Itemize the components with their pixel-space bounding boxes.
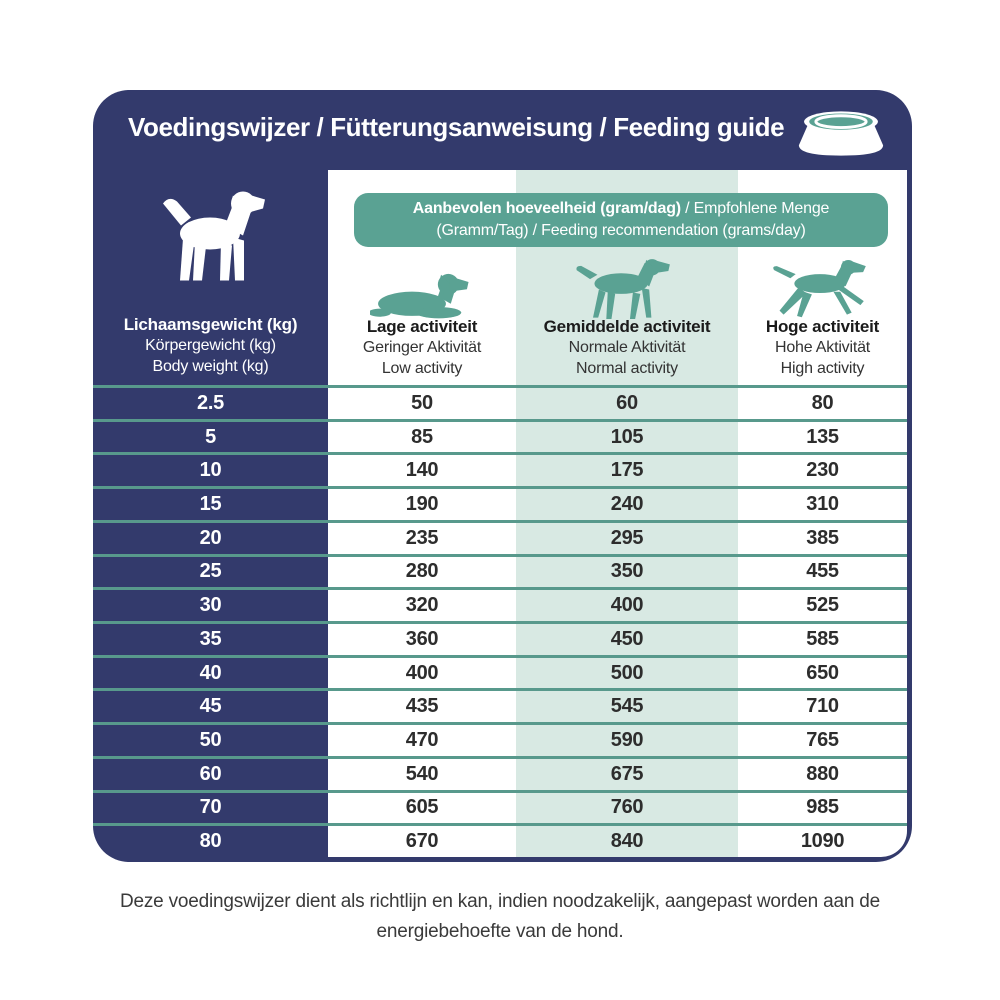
- low-activity-cell: 670: [405, 830, 439, 853]
- feeding-table: [93, 385, 907, 857]
- low-activity-cell: 540: [405, 762, 439, 785]
- table-row: [93, 655, 907, 689]
- low-activity-nl: Lage activiteit: [366, 317, 478, 336]
- weight-cell: 70: [199, 796, 222, 819]
- weight-cell: 80: [199, 830, 222, 853]
- low-activity-cell: 470: [405, 729, 439, 752]
- table-row: [93, 452, 907, 486]
- weight-column-header: [103, 314, 318, 378]
- high-activity-cell: 525: [806, 594, 839, 617]
- banner-line1-rest: / Empfohlene Menge: [680, 199, 830, 217]
- high-activity-cell: 585: [806, 627, 839, 650]
- high-activity-de: Hohe Aktivität: [774, 339, 871, 357]
- weight-cell: 10: [199, 459, 222, 482]
- normal-activity-nl: Gemiddelde activiteit: [543, 317, 711, 336]
- normal-activity-cell: 175: [610, 459, 644, 482]
- normal-activity-cell: 675: [610, 762, 644, 785]
- normal-activity-cell: 60: [616, 391, 638, 414]
- low-activity-cell: 435: [405, 695, 439, 718]
- normal-activity-cell: 590: [610, 729, 644, 752]
- high-activity-cell: 985: [806, 796, 839, 819]
- low-activity-en: Low activity: [381, 359, 463, 377]
- lying-dog-icon: [370, 268, 475, 321]
- table-row: [93, 722, 907, 756]
- banner-line1-bold: Aanbevolen hoeveelheid (gram/dag): [412, 199, 681, 217]
- table-row: [93, 823, 907, 857]
- weight-header-nl: Lichaamsgewicht (kg): [123, 315, 298, 334]
- low-activity-cell: 400: [405, 661, 439, 684]
- table-row: [93, 688, 907, 722]
- weight-cell: 15: [199, 493, 222, 516]
- normal-activity-de: Normale Aktivität: [568, 339, 686, 357]
- normal-activity-cell: 105: [610, 425, 644, 448]
- high-activity-cell: 650: [806, 661, 839, 684]
- low-activity-cell: 50: [411, 391, 433, 414]
- normal-activity-en: Normal activity: [576, 359, 678, 377]
- low-activity-header: [328, 316, 516, 380]
- recommendation-banner: [354, 193, 888, 247]
- footer-note: [0, 887, 1000, 948]
- table-row: [93, 621, 907, 655]
- high-activity-cell: 1090: [800, 830, 845, 853]
- normal-activity-cell: 295: [610, 526, 644, 549]
- banner-line1: [413, 198, 829, 220]
- low-activity-cell: 235: [405, 526, 439, 549]
- normal-activity-cell: 545: [610, 695, 644, 718]
- normal-activity-cell: 400: [610, 594, 644, 617]
- high-activity-cell: 455: [806, 560, 839, 583]
- walking-dog-icon: [571, 254, 683, 322]
- table-row: [93, 587, 907, 621]
- weight-header-de: Körpergewicht (kg): [145, 337, 276, 355]
- weight-cell: 40: [199, 661, 222, 684]
- weight-cell: 20: [199, 526, 222, 549]
- normal-activity-cell: 240: [610, 493, 644, 516]
- high-activity-cell: 710: [806, 695, 839, 718]
- high-activity-cell: 310: [806, 493, 839, 516]
- normal-activity-cell: 840: [610, 830, 644, 853]
- normal-activity-cell: 760: [610, 796, 644, 819]
- footer-line2: energiebehoefte van de hond.: [376, 921, 624, 943]
- running-dog-icon: [770, 258, 874, 320]
- table-row: [93, 554, 907, 588]
- weight-header-en: Body weight (kg): [152, 357, 269, 375]
- dog-bowl-icon: [793, 102, 889, 162]
- weight-cell: 2.5: [197, 391, 224, 414]
- high-activity-cell: 230: [806, 459, 839, 482]
- weight-cell: 50: [199, 729, 222, 752]
- table-row: [93, 385, 907, 419]
- banner-line2: (Gramm/Tag) / Feeding recommendation (grams/day): [436, 222, 806, 239]
- weight-cell: 25: [199, 560, 222, 583]
- table-row: [93, 790, 907, 824]
- normal-activity-header: [516, 316, 738, 380]
- high-activity-header: [728, 316, 907, 380]
- weight-cell: 30: [199, 594, 222, 617]
- low-activity-de: Geringer Aktivität: [362, 339, 482, 357]
- weight-cell: 35: [199, 627, 222, 650]
- high-activity-cell: 765: [806, 729, 839, 752]
- low-activity-cell: 320: [405, 594, 439, 617]
- low-activity-cell: 140: [405, 459, 439, 482]
- table-row: [93, 419, 907, 453]
- high-activity-cell: 135: [806, 425, 839, 448]
- page-title: Voedingswijzer / Fütterungsanweisung / Feeding guide: [128, 112, 785, 142]
- normal-activity-cell: 350: [610, 560, 644, 583]
- high-activity-nl: Hoge activiteit: [765, 317, 880, 336]
- low-activity-cell: 360: [405, 627, 439, 650]
- weight-cell: 5: [205, 425, 216, 448]
- high-activity-cell: 880: [806, 762, 839, 785]
- normal-activity-cell: 450: [610, 627, 644, 650]
- high-activity-cell: 385: [806, 526, 839, 549]
- low-activity-cell: 605: [405, 796, 439, 819]
- weight-cell: 45: [199, 695, 222, 718]
- standing-dog-icon: [155, 182, 265, 300]
- feeding-guide-panel: [93, 90, 912, 862]
- table-row: [93, 756, 907, 790]
- high-activity-cell: 80: [811, 391, 834, 414]
- normal-activity-cell: 500: [610, 661, 644, 684]
- low-activity-cell: 190: [405, 493, 439, 516]
- table-row: [93, 486, 907, 520]
- low-activity-cell: 280: [405, 560, 439, 583]
- weight-cell: 60: [199, 762, 222, 785]
- high-activity-en: High activity: [780, 359, 865, 377]
- table-row: [93, 520, 907, 554]
- footer-line1: Deze voedingswijzer dient als richtlijn en kan, indien noodzakelijk, aangepast worden aan de: [119, 891, 881, 912]
- low-activity-cell: 85: [411, 425, 433, 448]
